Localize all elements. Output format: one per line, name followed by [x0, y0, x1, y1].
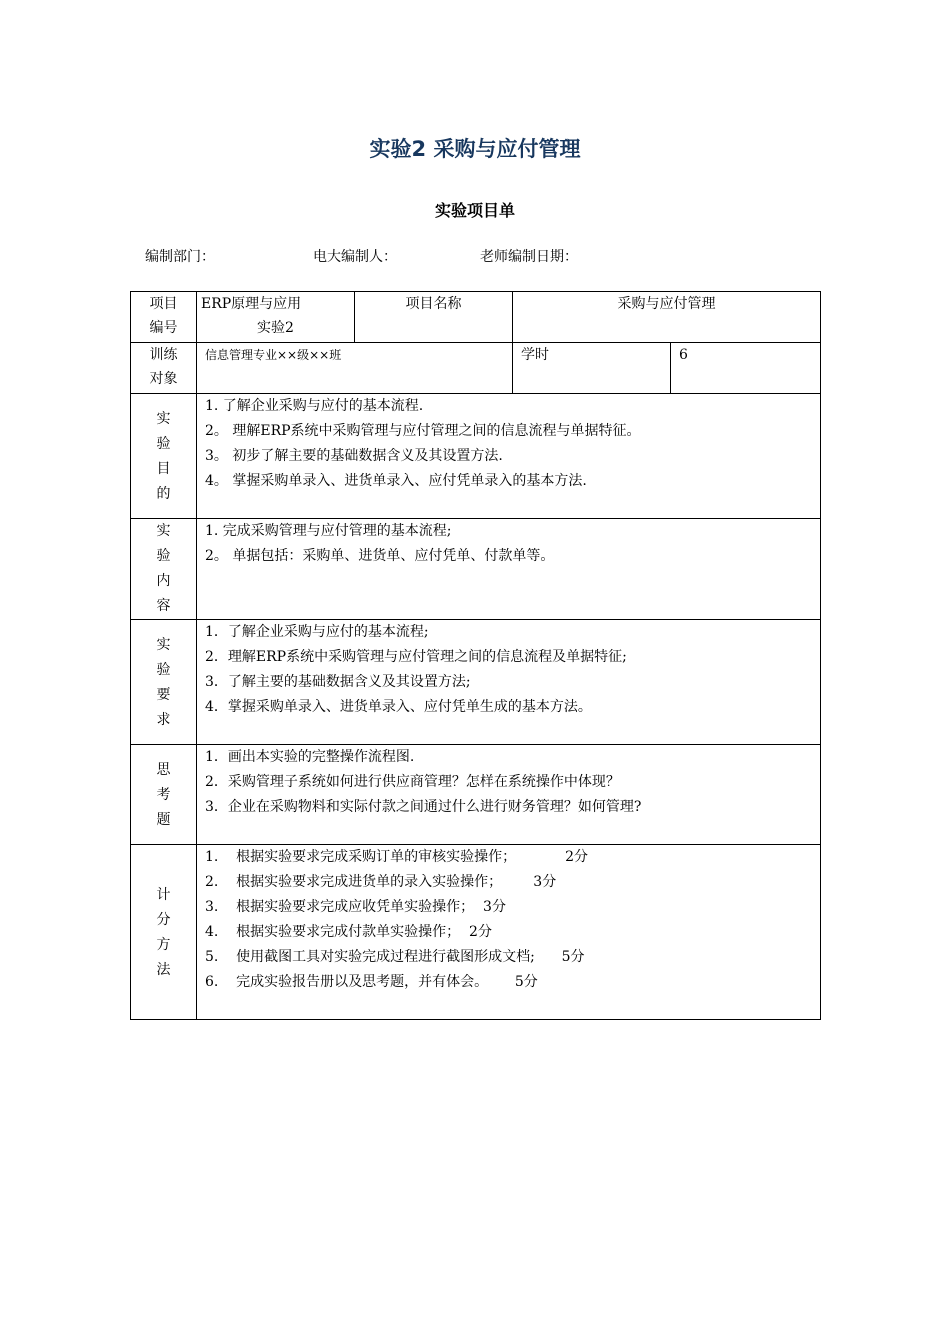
questions-label: 思 考 题	[131, 745, 197, 845]
table-row	[131, 343, 821, 394]
project-table	[130, 291, 821, 1020]
requirements-content: 1．了解企业采购与应付的基本流程; 2．理解ERP系统中采购管理与应付管理之间的信息流程及单据特征; 3．了解主要的基础数据含义及其设置方法; 4．掌握采购单录入、进货单录入、应付凭单生成的基本方法。	[197, 620, 821, 745]
table-row	[131, 519, 821, 620]
content-content: 1. 完成采购管理与应付管理的基本流程; 2。 单据包括：采购单、进货单、应付凭单、付款单等。	[197, 519, 821, 620]
purpose-label: 实 验 目 的	[131, 394, 197, 519]
table-row	[131, 394, 821, 519]
project-code-value: ERP原理与应用 实验2	[197, 292, 355, 343]
page-subtitle: 实验项目单	[434, 201, 515, 220]
meta-editor: 电大编制人：	[313, 249, 397, 265]
purpose-content: 1. 了解企业采购与应付的基本流程. 2。 理解ERP系统中采购管理与应付管理之间的信息流程与单据特征。 3。 初步了解主要的基础数据含义及其设置方法. 4。 掌握采购单录入、进货单录入、应付凭单录入的基本方法.	[197, 394, 821, 519]
scoring-label: 计 分 方 法	[131, 845, 197, 1020]
meta-date: 老师编制日期：	[480, 249, 578, 265]
table-row	[131, 845, 821, 1020]
questions-content: 1．画出本实验的完整操作流程图. 2．采购管理子系统如何进行供应商管理？怎样在系统操作中体现？ 3．企业在采购物料和实际付款之间通过什么进行财务管理？如何管理?	[197, 745, 821, 845]
hours-label: 学时	[513, 343, 671, 394]
table-row	[131, 620, 821, 745]
project-name-label: 项目名称	[355, 292, 513, 343]
project-code-label: 项目 编号	[131, 292, 197, 343]
scoring-content: 1. 根据实验要求完成采购订单的审核实验操作； 2分 2. 根据实验要求完成进货单的录入实验操作； 3分 3. 根据实验要求完成应收凭单实验操作； 3分 4. 根据实验要求完成付款单实验操作； 2分 5. 使用截图工具对实验完成过程进行截图形成文档; 5分 6. 完成实验报告册以及思考题，并有体会。 5分	[197, 845, 821, 1020]
page-title: 实验2 采购与应付管理	[369, 137, 581, 161]
table-row	[131, 745, 821, 845]
table-row	[131, 292, 821, 343]
content-label: 实 验 内 容	[131, 519, 197, 620]
meta-dept: 编制部门：	[145, 249, 215, 265]
target-value: 信息管理专业××级××班	[197, 343, 513, 394]
target-label: 训练 对象	[131, 343, 197, 394]
project-name-value: 采购与应付管理	[513, 292, 821, 343]
requirements-label: 实 验 要 求	[131, 620, 197, 745]
hours-value: 6	[671, 343, 821, 394]
